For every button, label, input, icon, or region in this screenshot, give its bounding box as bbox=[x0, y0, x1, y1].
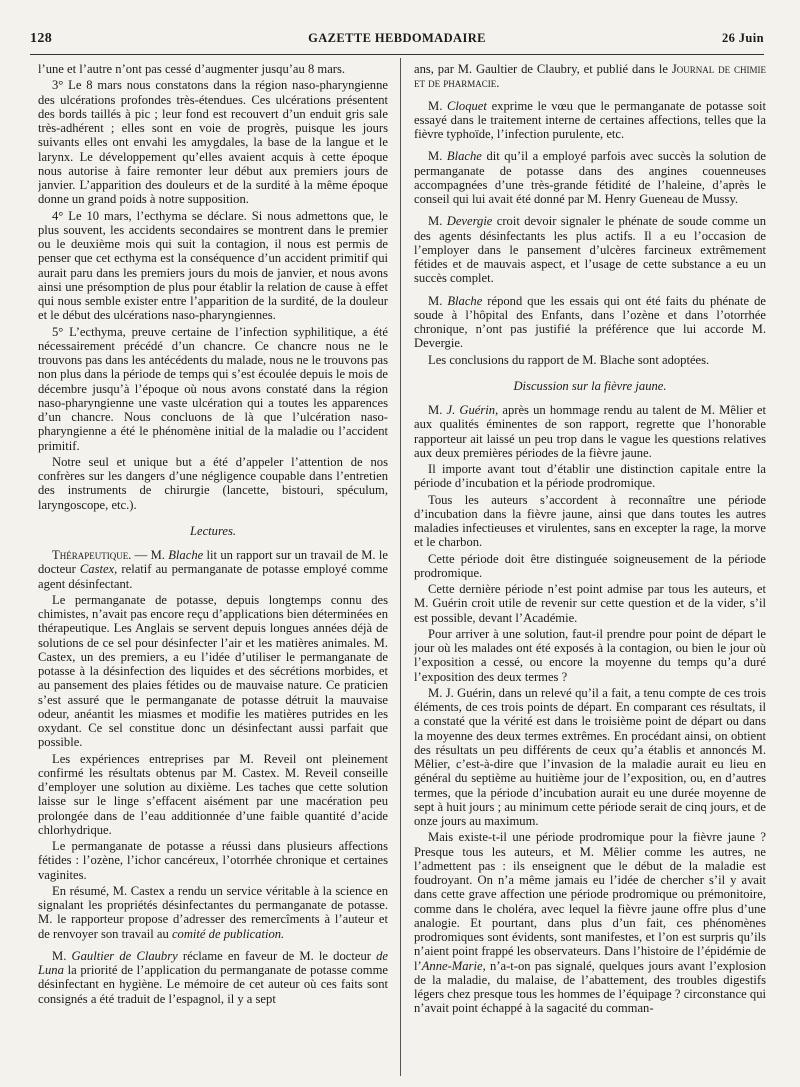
text-run: — M. bbox=[131, 548, 169, 562]
paragraph bbox=[414, 214, 766, 285]
text-run: réclame en faveur de M. le docteur bbox=[177, 948, 377, 963]
text-run: M. bbox=[428, 149, 447, 164]
header-rule bbox=[30, 54, 764, 55]
journal-title: Journal de chimie et de pharmacie. bbox=[414, 62, 766, 91]
person-name: Gaultier de Claubry bbox=[71, 948, 178, 963]
paragraph: 4° Le 10 mars, l’ecthyma se déclare. Si nous admettons que, le plus souvent, les accidents secondaires se montrent dans le premier ou le deuxième mois qui suit la contagion, il nous est permis de penser que cet ecthyma est la conséquence d’un accident primitif qui aurait paru dans les premiers jours du mois de janvier, et nous avons ainsi une présomption de plus pour établir la relation de cause à effet qui nous semble exister entre l’apparition de la surdité, de la douleur et le début des ulcérations naso-pharyngiennes. bbox=[38, 208, 388, 323]
person-name: Devergie bbox=[446, 214, 493, 229]
text-run: exprime le vœu que le permanganate de potasse soit essayé dans le traitement interne de certaines affections, telles que la fièvre typhoïde, l’infection purulente, etc. bbox=[414, 98, 766, 141]
text-run: lit un rapport sur un travail de M. le docteur bbox=[38, 548, 388, 577]
paragraph: Cette période doit être distinguée soigneusement de la période prodromique. bbox=[414, 551, 766, 580]
paragraph: 3° Le 8 mars nous constatons dans la région naso-pharyngienne des ulcérations profondes très-étendues. Ces ulcérations présentent des bords taillés à pic ; leur fond est recouvert d’un enduit gris sale très-adhérent ; elles sont en voie de progrès, puisque les jours suivants elles ont envahi les amygdales, la base de la langue et le larynx. Le développement qu’elles avaient acquis à cette époque nous autorise à faire remonter leur début aux premiers jours de janvier. L’apparition des douleurs et de la surdité à la même époque donne un grand poids à notre supposition. bbox=[38, 78, 388, 207]
paragraph: Il importe avant tout d’établir une distinction capitale entre la période d’incubation et la période prodromique. bbox=[414, 462, 766, 491]
paragraph bbox=[38, 884, 388, 941]
paragraph: Les conclusions du rapport de M. Blache sont adoptées. bbox=[428, 352, 710, 367]
text-run: , relatif au permanganate de potasse employé comme agent désinfectant. bbox=[38, 562, 388, 591]
paragraph: Les expériences entreprises par M. Reveil ont pleinement confirmé les résultats obtenus par M. Castex. M. Reveil conseille d’employer une solution au dixième. Les taches que cette solution laisse sur le linge s’effacent aisément par une macération peu prolongée dans de l’eau additionnée d’une faible quantité d’acide chlorhydrique. bbox=[38, 751, 388, 837]
paragraph bbox=[414, 149, 766, 206]
text-run: En résumé, M. Castex a rendu un service véritable à la science en signalant les propriétés désinfectantes du permanganate de potasse. M. le rapporteur propose d’adresser des remercîments à l’auteur et de renvoyer son travail au bbox=[38, 883, 388, 941]
person-name: de Luna bbox=[38, 948, 388, 977]
text-run: répond que les essais qui ont été faits du phénate de soude à l’hôpital des Enfants, dans l’ozène et dans l’otorrhée chronique, n’ont pas justifié la préférence que lui accorde M. Devergie. bbox=[414, 293, 766, 351]
paragraph bbox=[414, 403, 766, 460]
text-run: , après un hommage rendu au talent de M. Mêlier et aux qualités éminentes de son rapport, regrette que l’honorable rapporteur ait laissé un peu trop dans le vague les questions relatives aux deux premières périodes de la fièvre jaune. bbox=[414, 403, 766, 460]
paragraph: Tous les auteurs s’accordent à reconnaître une période d’incubation dans la fièvre jaune, ainsi que dans toutes les autres maladies infectieuses et virulentes, sans en excepter la rage, la morve et le charbon. bbox=[414, 492, 766, 550]
person-name: Blache bbox=[446, 149, 482, 164]
text-run: M. bbox=[428, 98, 448, 113]
text-run: M. bbox=[428, 403, 447, 417]
person-name: Blache bbox=[447, 293, 483, 308]
text-run: la priorité de l’application du permanganate de potasse comme désinfectant en hygiène. Le mémoire de cet auteur où ces faits sont consignés a été traduit de l’espagnol, il y a sept bbox=[38, 963, 388, 1006]
right-column bbox=[414, 62, 766, 1072]
left-column bbox=[38, 62, 388, 1072]
text-run: Mais existe-t-il une période prodromique pour la fièvre jaune ? Presque tous les auteurs, et M. Mêlier comme les autres, ne l’admettent pas : ils enseignent que le début de la maladie est foudroyant. On n’a même jamais eu l’idée de chercher s’il y avait dans cette grave affection une période prodromique ou prémonitoire, comme dans le choléra, avec lequel la fièvre jaune offre plus d’une analogie. Et pourtant, dans plus d’un fait, ces phénomènes prodromiques sont évidents, sont manifestes, et l’on est surpris qu’ils n’aient point frappé les observateurs. Dans l’histoire de l’épidémie de l’ bbox=[414, 830, 766, 973]
paragraph bbox=[414, 62, 766, 91]
paragraph bbox=[414, 830, 766, 1015]
issue-date: 26 Juin bbox=[721, 31, 764, 45]
paragraph bbox=[414, 294, 766, 351]
paragraph bbox=[38, 548, 388, 591]
person-name: J. Guérin bbox=[446, 403, 496, 417]
paragraph: Le permanganate de potasse a réussi dans plusieurs affections fétides : l’ozène, l’ichor cancéreux, l’otorrhée chronique et certaines vaginites. bbox=[38, 839, 388, 882]
person-name: Blache bbox=[168, 548, 204, 562]
section-heading-discussion: Discussion sur la fièvre jaune. bbox=[513, 378, 667, 393]
italic-phrase: comité de publication. bbox=[171, 926, 285, 941]
section-heading-lectures: Lectures. bbox=[189, 523, 237, 538]
publication-title: GAZETTE HEBDOMADAIRE bbox=[308, 31, 486, 45]
text-run: ans, par M. Gaultier de Claubry, et publié dans le bbox=[414, 62, 672, 76]
text-run: dit qu’il a employé parfois avec succès la solution de permanganate de potasse dans des angines couenneuses accompagnées d’une très-grande fétidité de l’haleine, d’après le conseil qui lui avait été donné par M. Henry Gueneau de Mussy. bbox=[414, 149, 766, 206]
person-name: Castex bbox=[79, 562, 115, 577]
paragraph: l’une et l’autre n’ont pas cessé d’augmenter jusqu’au 8 mars. bbox=[38, 62, 346, 76]
person-name: Cloquet bbox=[447, 98, 487, 113]
paragraph: Le permanganate de potasse, depuis longtemps connu des chimistes, n’avait pas encore reçu d’applications bien déterminées en thérapeutique. Les Anglais se servent depuis longues années déjà de solutions de ce sel pour désinfecter l’air et les matières animales. M. Castex, un des premiers, a eu l’idée d’utiliser le permanganate de potasse à la désinfection des liquides et des sécrétions morbides, et au pansement des plaies fétides ou de mauvaise nature. Ce praticien s’est assuré que le permanganate de potasse détruit la mauvaise odeur, anéantit les miasmes et modifie les matières putrides en les oxydant. Ce sel constitue donc un désinfectant aussi parfait que possible. bbox=[38, 592, 388, 750]
page-header bbox=[30, 28, 764, 50]
text-run: , n’a-t-on pas signalé, quelques jours avant l’explosion de la maladie, du malaise, de l’abattement, des troubles digestifs légers chez presque tous les hommes de l’équipage ? circonstance qui n’avait point échappé à la sagacité du comman- bbox=[414, 958, 766, 1016]
paragraph bbox=[38, 949, 388, 1006]
column-divider bbox=[400, 58, 401, 1076]
paragraph: 5° L’ecthyma, preuve certaine de l’infection syphilitique, a été nécessairement précédé d’un chancre. Ce chancre nous ne le trouvons pas dans les antécédents du malade, nous ne le trouvons pas non plus dans la période de temps qui s’est écoulée depuis le mois de décembre jusqu’à l’époque où nous avons constaté dans la région naso-pharyngienne une vaste ulcération qui a toutes les apparences d’un chancre. Nous concluons de là que l’ulcération naso-pharyngienne a été le phénomène initial de la maladie ou l’accident primitif. bbox=[38, 324, 388, 453]
page-number: 128 bbox=[30, 31, 53, 46]
paragraph: Cette dernière période n’est point admise par tous les auteurs, et M. Guérin croit utile de revenir sur cette question et de la vider, s’il est possible, devant l’Académie. bbox=[414, 582, 766, 625]
paragraph: M. J. Guérin, dans un relevé qu’il a fait, a tenu compte de ces trois éléments, de ces trois points de départ. En comparant ces résultats, il a constaté que la vérité est dans le troisième point de départ ou dans la moyenne des deux termes extrêmes. En procédant ainsi, on obtient des résultats un peu différents de ceux qu’a établis et annoncés M. Mêlier, c’est-à-dire que l’invasion de la maladie aurait eu lieu en général du septième au huitième jour de l’exposition, ou, en d’autres termes, que la période d’incubation aurait eu une durée moyenne de sept à huit jours ; au minimum cette période serait de cinq jours, et de onze jours au maximum. bbox=[414, 685, 766, 828]
paragraph: Pour arriver à une solution, faut-il prendre pour point de départ le jour où les malades ont été exposés à la contagion, ou bien le jour où l’exposition a cessé, ou encore la moyenne du temps qu’a duré l’exposition des deux termes ? bbox=[414, 626, 766, 684]
text-run: M. bbox=[428, 293, 448, 308]
paragraph: Notre seul et unique but a été d’appeler l’attention de nos confrères sur les dangers d’une négligence coupable dans l’entretien des instruments de chirurgie (lancette, bistouri, spéculum, laryngoscope, etc.). bbox=[38, 454, 388, 512]
text-run: M. bbox=[52, 948, 72, 963]
ship-name: Anne-Marie bbox=[421, 958, 483, 973]
paragraph bbox=[414, 99, 766, 142]
text-run: M. bbox=[428, 214, 447, 229]
text-run: croit devoir signaler le phénate de soude comme un des agents désinfectants les plus actifs. Il a eu l’occasion de l’employer dans le pansement d’ulcères farcineux extrêmement fétides et de mauvais aspect, et l’usage de cette substance a eu un succès complet. bbox=[414, 214, 766, 286]
rubric-label: Thérapeutique. bbox=[52, 548, 132, 562]
